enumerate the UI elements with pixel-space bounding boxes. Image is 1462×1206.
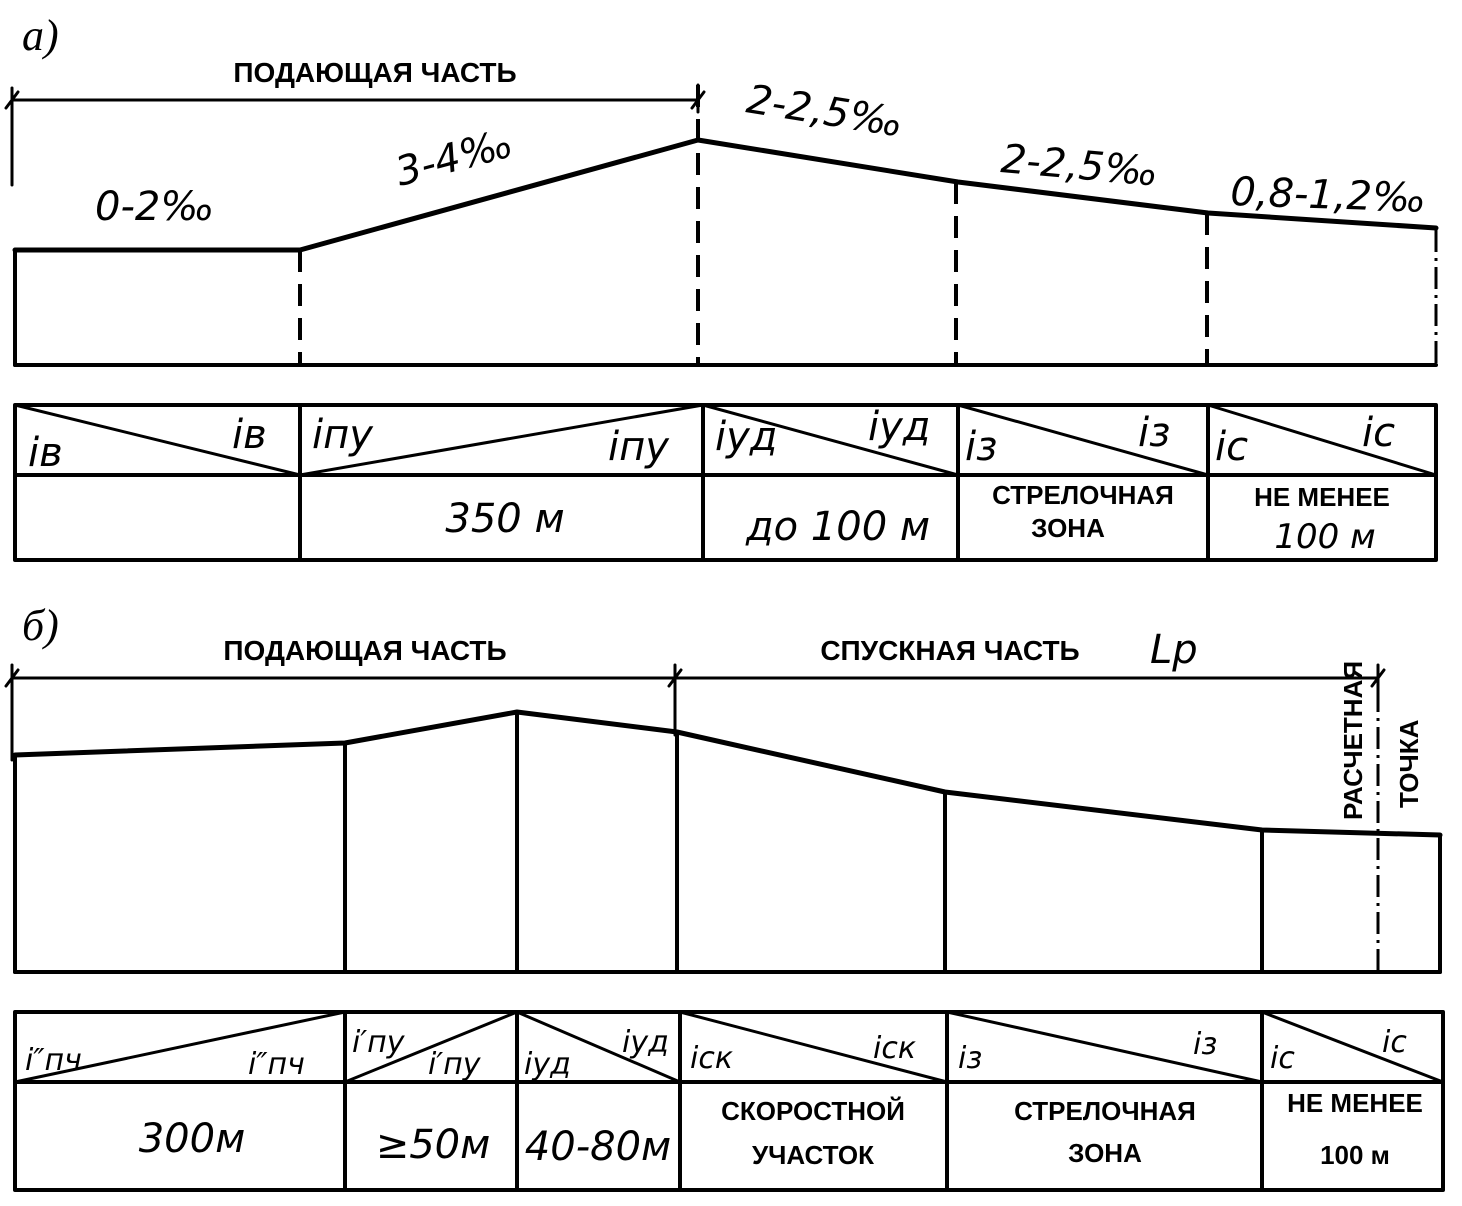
part-b-descent-symbol: Lр — [1150, 627, 1198, 673]
table-b-length-3: 40-80м — [524, 1124, 672, 1170]
table-b-cell-4-left: iск — [690, 1041, 733, 1076]
grade-a-3: 2-2,5‰ — [743, 76, 907, 147]
table-a-cell-1-left: iв — [28, 430, 63, 476]
table-a-min-1: НЕ МЕНЕЕ — [1254, 482, 1390, 512]
table-b-cell-5-right: iз — [1193, 1027, 1218, 1062]
table-b-cell-1-right: i″пч — [248, 1047, 305, 1082]
part-b-feed-part-label: ПОДАЮЩАЯ ЧАСТЬ — [223, 635, 507, 666]
table-a-cell-2-right: iпу — [608, 424, 669, 470]
table-b-speed-section-1: СКОРОСТНОЙ — [721, 1096, 905, 1126]
table-a-min-2: 100 м — [1274, 517, 1376, 557]
part-a-feed-dimension — [6, 85, 704, 185]
table-a-cell-5-right: iс — [1362, 410, 1396, 456]
table-a-cell-2-left: iпу — [312, 412, 373, 458]
part-b-descent-part-label: СПУСКНАЯ ЧАСТЬ — [820, 635, 1080, 666]
table-b-cell-2-right: i′пу — [428, 1047, 481, 1082]
table-a-cell-1-right: iв — [232, 412, 267, 458]
table-a-switch-zone-1: СТРЕЛОЧНАЯ — [992, 480, 1174, 510]
grade-a-1: 0-2‰ — [95, 184, 215, 230]
table-a-cell-4-left: iз — [965, 424, 998, 470]
table-a-switch-zone-2: ЗОНА — [1031, 513, 1105, 543]
table-a-length-3: до 100 м — [745, 504, 931, 550]
table-b-min-1: НЕ МЕНЕЕ — [1287, 1088, 1423, 1118]
table-a-cell-3-left: iуд — [715, 414, 778, 460]
table-b-cell-3-right: iуд — [622, 1025, 669, 1060]
part-a-profile — [15, 85, 1436, 365]
table-b-speed-section-2: УЧАСТОК — [751, 1140, 875, 1170]
grade-a-2: 3-4‰ — [390, 120, 518, 196]
part-b-label: б) — [22, 601, 59, 650]
table-a-length-2: 350 м — [445, 496, 565, 542]
part-b-profile — [15, 690, 1440, 972]
table-a-cell-5-left: iс — [1215, 424, 1249, 470]
table-a-cell-3-right: iуд — [868, 404, 931, 450]
table-b-cell-6-right: iс — [1382, 1025, 1407, 1060]
table-b-length-2: ≥50м — [375, 1122, 491, 1168]
grade-a-5: 0,8-1,2‰ — [1229, 169, 1427, 222]
table-b-cell-1-left: i″пч — [25, 1043, 82, 1078]
table-a-cell-4-right: iз — [1138, 410, 1171, 456]
calc-point-label-1: РАСЧЕТНАЯ — [1338, 660, 1368, 820]
table-b-cell-6-left: iс — [1270, 1041, 1295, 1076]
part-a-feed-part-label: ПОДАЮЩАЯ ЧАСТЬ — [233, 57, 517, 88]
grade-a-4: 2-2,5‰ — [999, 136, 1161, 196]
table-b-min-2: 100 м — [1320, 1140, 1390, 1170]
calc-point-label-2: ТОЧКА — [1394, 719, 1424, 808]
table-b-length-1: 300м — [138, 1116, 246, 1162]
table-b-switch-zone-1: СТРЕЛОЧНАЯ — [1014, 1096, 1196, 1126]
table-b-cell-5-left: iз — [958, 1041, 983, 1076]
part-a-label: а) — [22, 11, 59, 60]
table-b-switch-zone-2: ЗОНА — [1068, 1138, 1142, 1168]
table-b-cell-2-left: i′пу — [352, 1025, 405, 1060]
table-b-cell-3-left: iуд — [524, 1047, 571, 1082]
table-b-cell-4-right: iск — [873, 1031, 916, 1066]
